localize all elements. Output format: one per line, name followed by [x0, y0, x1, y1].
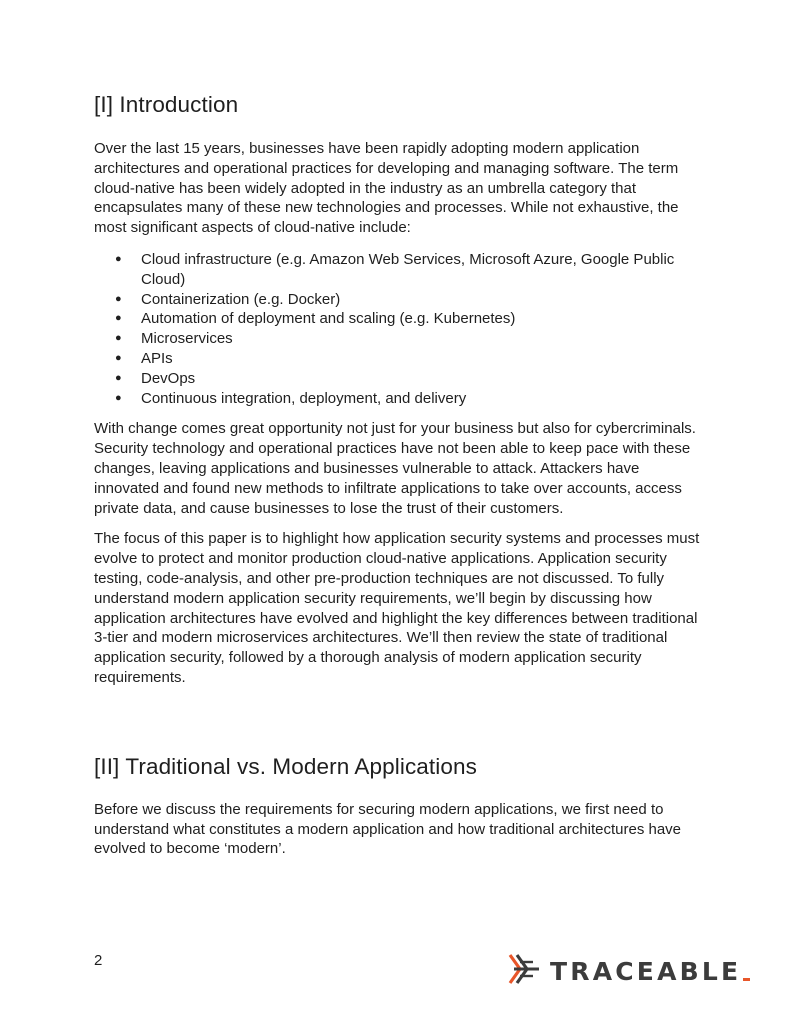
- list-item-text: Continuous integration, deployment, and delivery: [141, 389, 467, 407]
- section-heading-introduction: [I] Introduction: [94, 92, 239, 117]
- bullet-icon: ●: [115, 332, 122, 345]
- logo-accent-dash: [743, 978, 750, 981]
- list-item-text: Cloud infrastructure (e.g. Amazon Web Services, Microsoft Azure, Google Public Cloud): [141, 250, 675, 288]
- traditional-paragraph-1: Before we discuss the requirements for securing modern applications, we first need to understand what constitutes a modern application and how traditional architectures have evolved to become ‘modern’.: [94, 800, 682, 858]
- list-item-text: APIs: [141, 349, 173, 367]
- intro-paragraph-1: Over the last 15 years, businesses have been rapidly adopting modern application architectures and operational practices for developing and managing software. The term cloud-native has been widely adopted in the industry as an umbrella category that encapsulates many of these new technologies and processes. While not exhaustive, the most significant aspects of cloud-native include:: [94, 140, 679, 237]
- document-page: [94, 92, 706, 859]
- list-item-text: Containerization (e.g. Docker): [141, 290, 341, 308]
- bullet-icon: ●: [115, 292, 122, 305]
- intro-paragraph-2: With change comes great opportunity not just for your business but also for cybercriminals. Security technology and operational practices have not been able to keep pace with these changes, leaving applications and businesses vulnerable to attack. Attackers have innovated and found new methods to infiltrate applications to take over accounts, access private data, and cause businesses to lose the trust of their customers.: [94, 420, 696, 517]
- cloud-native-aspects-list: [94, 250, 706, 408]
- list-item: [94, 329, 706, 349]
- logo-wordmark: TRACEABLE: [550, 956, 742, 986]
- bullet-icon: ●: [115, 371, 122, 384]
- bullet-icon: ●: [115, 351, 122, 364]
- bullet-icon: ●: [115, 252, 122, 265]
- traceable-logo: [506, 947, 750, 995]
- list-item: [94, 349, 706, 369]
- section-heading-traditional-vs-modern: [II] Traditional vs. Modern Applications: [94, 753, 477, 779]
- list-item: [94, 389, 706, 409]
- list-item: [94, 290, 706, 310]
- list-item: [94, 250, 706, 290]
- traceable-chevron-icon: [506, 951, 540, 992]
- page-number: 2: [94, 952, 103, 969]
- list-item-text: Microservices: [141, 330, 233, 348]
- list-item: [94, 369, 706, 389]
- list-item-text: DevOps: [141, 369, 196, 387]
- list-item: [94, 309, 706, 329]
- bullet-icon: ●: [115, 312, 122, 325]
- bullet-icon: ●: [115, 391, 122, 404]
- intro-paragraph-3: The focus of this paper is to highlight how application security systems and processes must evolve to protect and monitor production cloud-native applications. Application security testing, code-analysis, and other pre-production techniques are not discussed. To fully understand modern application security requirements, we’ll begin by discussing how application architectures have evolved and highlight the key differences between traditional 3-tier and modern microservices architectures. We’ll then review the state of traditional application security, followed by a thorough analysis of modern application security requirements.: [94, 530, 700, 686]
- list-item-text: Automation of deployment and scaling (e.g. Kubernetes): [141, 310, 516, 328]
